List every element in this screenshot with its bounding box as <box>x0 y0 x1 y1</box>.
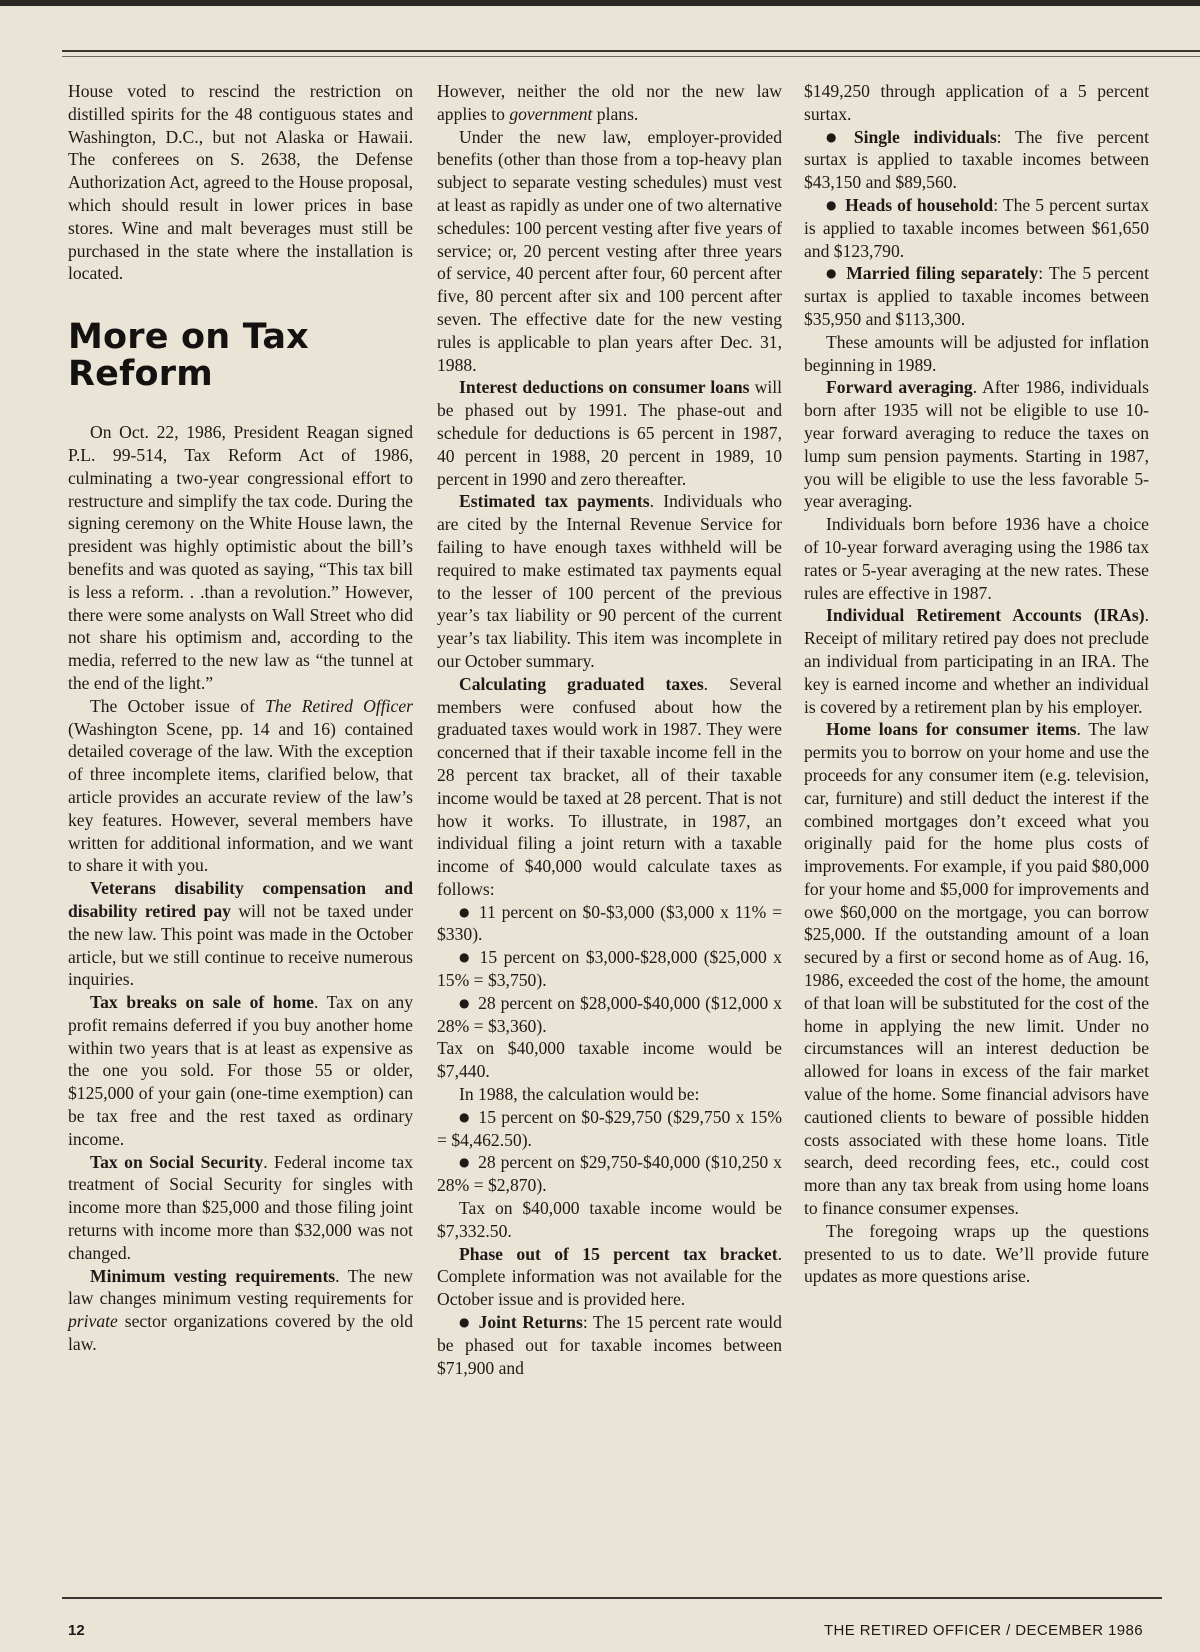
article-heading <box>68 319 413 393</box>
footer-rule <box>62 1597 1162 1599</box>
paragraph: These amounts will be adjusted for inflation beginning in 1989. <box>804 331 1149 375</box>
paragraph: Minimum vesting requirements. The new law changes minimum vesting requirements for private sector organizations covered by the old law. <box>68 1265 413 1355</box>
bullet-item: ● Joint Returns: The 15 percent rate would be phased out for taxable incomes between $71,900 and <box>437 1312 782 1378</box>
paragraph-lead: Estimated tax payments <box>459 491 650 512</box>
header-rule-thin <box>62 56 1200 57</box>
bullet-icon: ● <box>459 950 472 965</box>
paragraph: Under the new law, employer-provided benefits (other than those from a top-heavy plan subject to separate vesting schedules) must vest at least as rapidly as under one of two alternative schedules: 100 percent vesting after five years of service; or, 20 percent vesting after three years of service, 40 percent after four, 60 percent after five, 80 percent after six and 100 percent after seven. The effective date for the new vesting rules is applicable to plan years after Dec. 31, 1988. <box>437 126 782 375</box>
bullet-icon: ● <box>826 266 839 281</box>
bullet-item: ● 28 percent on $28,000-$40,000 ($12,000 x 28% = $3,360). <box>437 992 782 1036</box>
paragraph: Tax breaks on sale of home. Tax on any profit remains deferred if you buy another home within two years that is at least as expensive as the one you sold. For those 55 or older, $125,000 of your gain (one-time exemption) can be tax free and the rest taxed as ordinary income. <box>68 992 413 1149</box>
paragraph: Calculating graduated taxes. Several members were confused about how the graduated taxes would work in 1987. They were concerned that if their taxable income fell in the 28 percent tax bracket, all of their taxable income would be taxed at 28 percent. That is not how it works. To illustrate, in 1987, an individual filing a joint return with a taxable income of $40,000 would calculate taxes as follows: <box>437 673 782 899</box>
paragraph-lead: Forward averaging <box>826 377 973 398</box>
paragraph: The foregoing wraps up the questions presented to us to date. We’ll provide future updates as more questions arise. <box>804 1220 1149 1287</box>
paragraph-lead: Home loans for consumer items <box>826 719 1077 740</box>
bullet-item: ● 15 percent on $3,000-$28,000 ($25,000 x 15% = $3,750). <box>437 947 782 991</box>
paragraph: $149,250 through application of a 5 percent surtax. <box>804 81 1149 124</box>
paragraph-lead: Tax on Social Security <box>90 1151 264 1172</box>
paragraph: Tax on $40,000 taxable income would be $7,332.50. <box>437 1198 782 1241</box>
column-3 <box>804 80 1149 1288</box>
bullet-icon: ● <box>459 1315 471 1330</box>
paragraph-lead: Individual Retirement Accounts (IRAs) <box>826 605 1145 626</box>
paragraph: Forward averaging. After 1986, individuals born after 1935 will not be eligible to use 10-year forward averaging to reduce the taxes on lump sum pension payments. Starting in 1987, you will be eligible to use the less favorable 5-year averaging. <box>804 377 1149 512</box>
bullet-item: ● Single individuals: The five percent surtax is applied to taxable incomes between $43,150 and $89,560. <box>804 126 1149 193</box>
paragraph: Tax on $40,000 taxable income would be $7,440. <box>437 1038 782 1082</box>
bullet-icon: ● <box>459 995 471 1010</box>
paragraph: Phase out of 15 percent tax bracket. Complete information was not available for the October issue and is provided here. <box>437 1243 782 1310</box>
paragraph: Individuals born before 1936 have a choice of 10-year forward averaging using the 1986 tax rates or 5-year averaging at the new rates. These rules are effective in 1987. <box>804 514 1149 603</box>
page-number: 12 <box>68 1622 85 1639</box>
paragraph: The October issue of The Retired Officer (Washington Scene, pp. 14 and 16) contained detailed coverage of the law. With the exception of three incomplete items, clarified below, that article provides an accurate review of the law’s key features. However, several members have written for additional information, and we want to share it with you. <box>68 695 413 876</box>
paragraph: Tax on Social Security. Federal income tax treatment of Social Security for singles with income more than $25,000 and those filing joint returns with income more than $32,000 was not changed. <box>68 1151 413 1263</box>
running-footer: THE RETIRED OFFICER / DECEMBER 1986 <box>823 1622 1143 1639</box>
bullet-item: ● 15 percent on $0-$29,750 ($29,750 x 15% = $4,462.50). <box>437 1106 782 1150</box>
paragraph: Interest deductions on consumer loans will be phased out by 1991. The phase-out and schedule for deductions is 65 percent in 1987, 40 percent in 1988, 20 percent in 1989, 10 percent in 1990 and zero thereafter. <box>437 377 782 489</box>
article-heading-line-1: More on Tax <box>68 317 309 358</box>
bullet-icon: ● <box>826 129 846 144</box>
paragraph: Estimated tax payments. Individuals who are cited by the Internal Revenue Service for failing to have enough taxes withheld will be required to make estimated tax payments equal to the lesser of 100 percent of the previous year’s tax liability or 90 percent of the current year’s tax liability. This item was incomplete in our October summary. <box>437 491 782 671</box>
paragraph-lead: Tax breaks on sale of home <box>90 992 314 1013</box>
paragraph-lead: Interest deductions on consumer loans <box>459 377 750 398</box>
header-rule <box>62 50 1200 52</box>
bullet-item: ● Heads of household: The 5 percent surtax is applied to taxable incomes between $61,650 and $123,790. <box>804 194 1149 261</box>
bullet-icon: ● <box>459 1109 471 1124</box>
paragraph: Individual Retirement Accounts (IRAs). Receipt of military retired pay does not preclude an individual from participating in an IRA. The key is earned income and whether an individual is covered by a retirement plan by his employer. <box>804 605 1149 717</box>
paragraph: However, neither the old nor the new law applies to government plans. <box>437 81 782 124</box>
paragraph-lead: Phase out of 15 percent tax bracket <box>459 1243 778 1264</box>
paragraph-lead: Veterans disability compensation and disability retired pay <box>68 878 413 921</box>
article-heading-line-2: Reform <box>68 354 213 395</box>
bullet-item: ● 11 percent on $0-$3,000 ($3,000 x 11% = $330). <box>437 901 782 945</box>
paragraph: Home loans for consumer items. The law permits you to borrow on your home and use the proceeds for any consumer item (e.g. television, car, furniture) and still deduct the interest if the combined mortgages don’t exceed what you originally paid for the home plus costs of improvements. For example, if you paid $80,000 for your home and $5,000 for improvements and owe $60,000 on the mortgage, you can borrow $25,000. If the outstanding amount of a loan secured by a first or second home as of Aug. 16, 1986, exceeded the cost of the home, the amount of that loan will be substituted for the cost of the home in applying the new limit. Under no circumstances will an interest deduction be allowed for loans in excess of the fair market value of the home. Some financial advisors have cautioned clients to beware of possible hidden costs associated with these home loans. Title search, deed recording fees, etc., could cost more than any tax break from using home loans to finance consumer expenses. <box>804 719 1149 1219</box>
paragraph: On Oct. 22, 1986, President Reagan signed P.L. 99-514, Tax Reform Act of 1986, culminating a two-year congressional effort to restructure and simplify the tax code. During the signing ceremony on the White House lawn, the president was highly optimistic about the bill’s benefits and was quoted as saying, “This tax bill is less a reform. . .than a revolution.” However, there were some analysts on Wall Street who did not share his optimism and, according to the media, referred to the new law as “the tunnel at the end of the light.” <box>68 422 413 693</box>
bullet-icon: ● <box>826 197 838 212</box>
paragraph: In 1988, the calculation would be: <box>459 1084 700 1105</box>
column-1 <box>68 80 413 1356</box>
bullet-item: ● Married filing separately: The 5 percent surtax is applied to taxable incomes between $35,950 and $113,300. <box>804 263 1149 329</box>
paragraph-lead: Minimum vesting requirements <box>90 1265 336 1286</box>
bullet-icon: ● <box>459 1155 471 1170</box>
paragraph-lead: Calculating graduated taxes <box>459 673 704 694</box>
bullet-item: ● 28 percent on $29,750-$40,000 ($10,250 x 28% = $2,870). <box>437 1152 782 1196</box>
top-edge-band <box>0 0 1200 6</box>
intro-paragraph: House voted to rescind the restriction on distilled spirits for the 48 contiguous states and Washington, D.C., but not Alaska or Hawaii. The conferees on S. 2638, the Defense Authorization Act, agreed to the House proposal, which should result in lower prices in base stores. Wine and malt beverages must still be purchased in the state where the installation is located. <box>68 81 413 284</box>
column-2 <box>437 80 782 1379</box>
bullet-icon: ● <box>459 904 471 919</box>
paragraph: Veterans disability compensation and disability retired pay will not be taxed under the new law. This point was made in the October article, but we still continue to receive numerous inquiries. <box>68 878 413 990</box>
